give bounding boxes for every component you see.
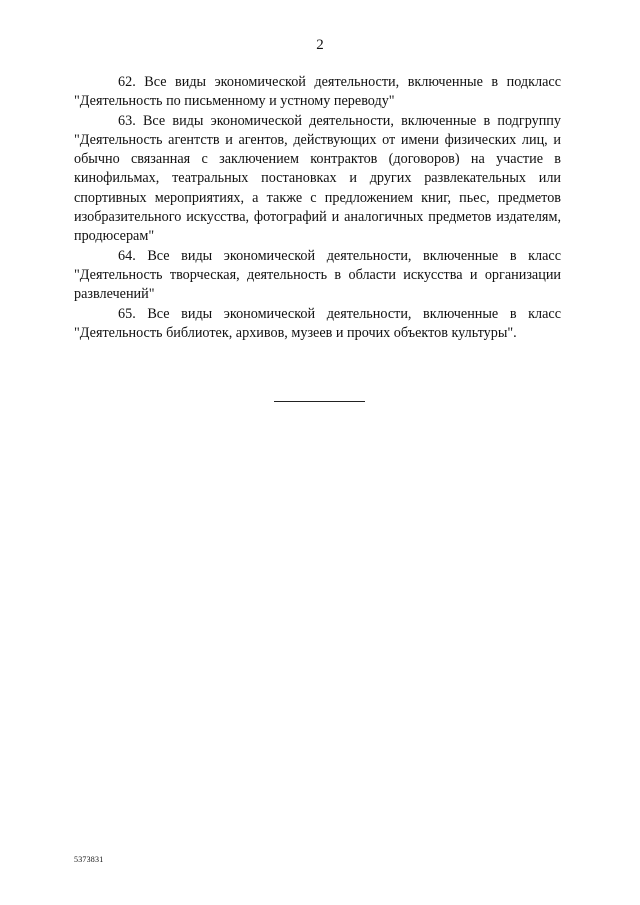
document-body <box>74 73 561 343</box>
end-separator-line <box>274 401 365 402</box>
document-code: 5373831 <box>74 855 104 864</box>
page-number: 2 <box>316 37 324 53</box>
paragraph-64: 64. Все виды экономической деятельности, включенные в класс "Деятельность творческая, деятельность в области искусства и организации развлечений" <box>74 247 561 303</box>
paragraph-62: 62. Все виды экономической деятельности, включенные в подкласс "Деятельность по письменному и устному переводу" <box>74 74 561 110</box>
paragraph-63: 63. Все виды экономической деятельности, включенные в подгруппу "Деятельность агентств и агентов, действующих от имени физических лиц, и обычно связанная с заключением контрактов (договоров) на участие в кинофильмах, театральных постановках и других развлекательных или спортивных мероприятиях, а также с предложением книг, пьес, предметов изобразительного искусства, фотографий и аналогичных предметов издателям, продюсерам" <box>74 112 561 245</box>
paragraph-65: 65. Все виды экономической деятельности, включенные в класс "Деятельность библиотек, архивов, музеев и прочих объектов культуры". <box>74 305 561 341</box>
